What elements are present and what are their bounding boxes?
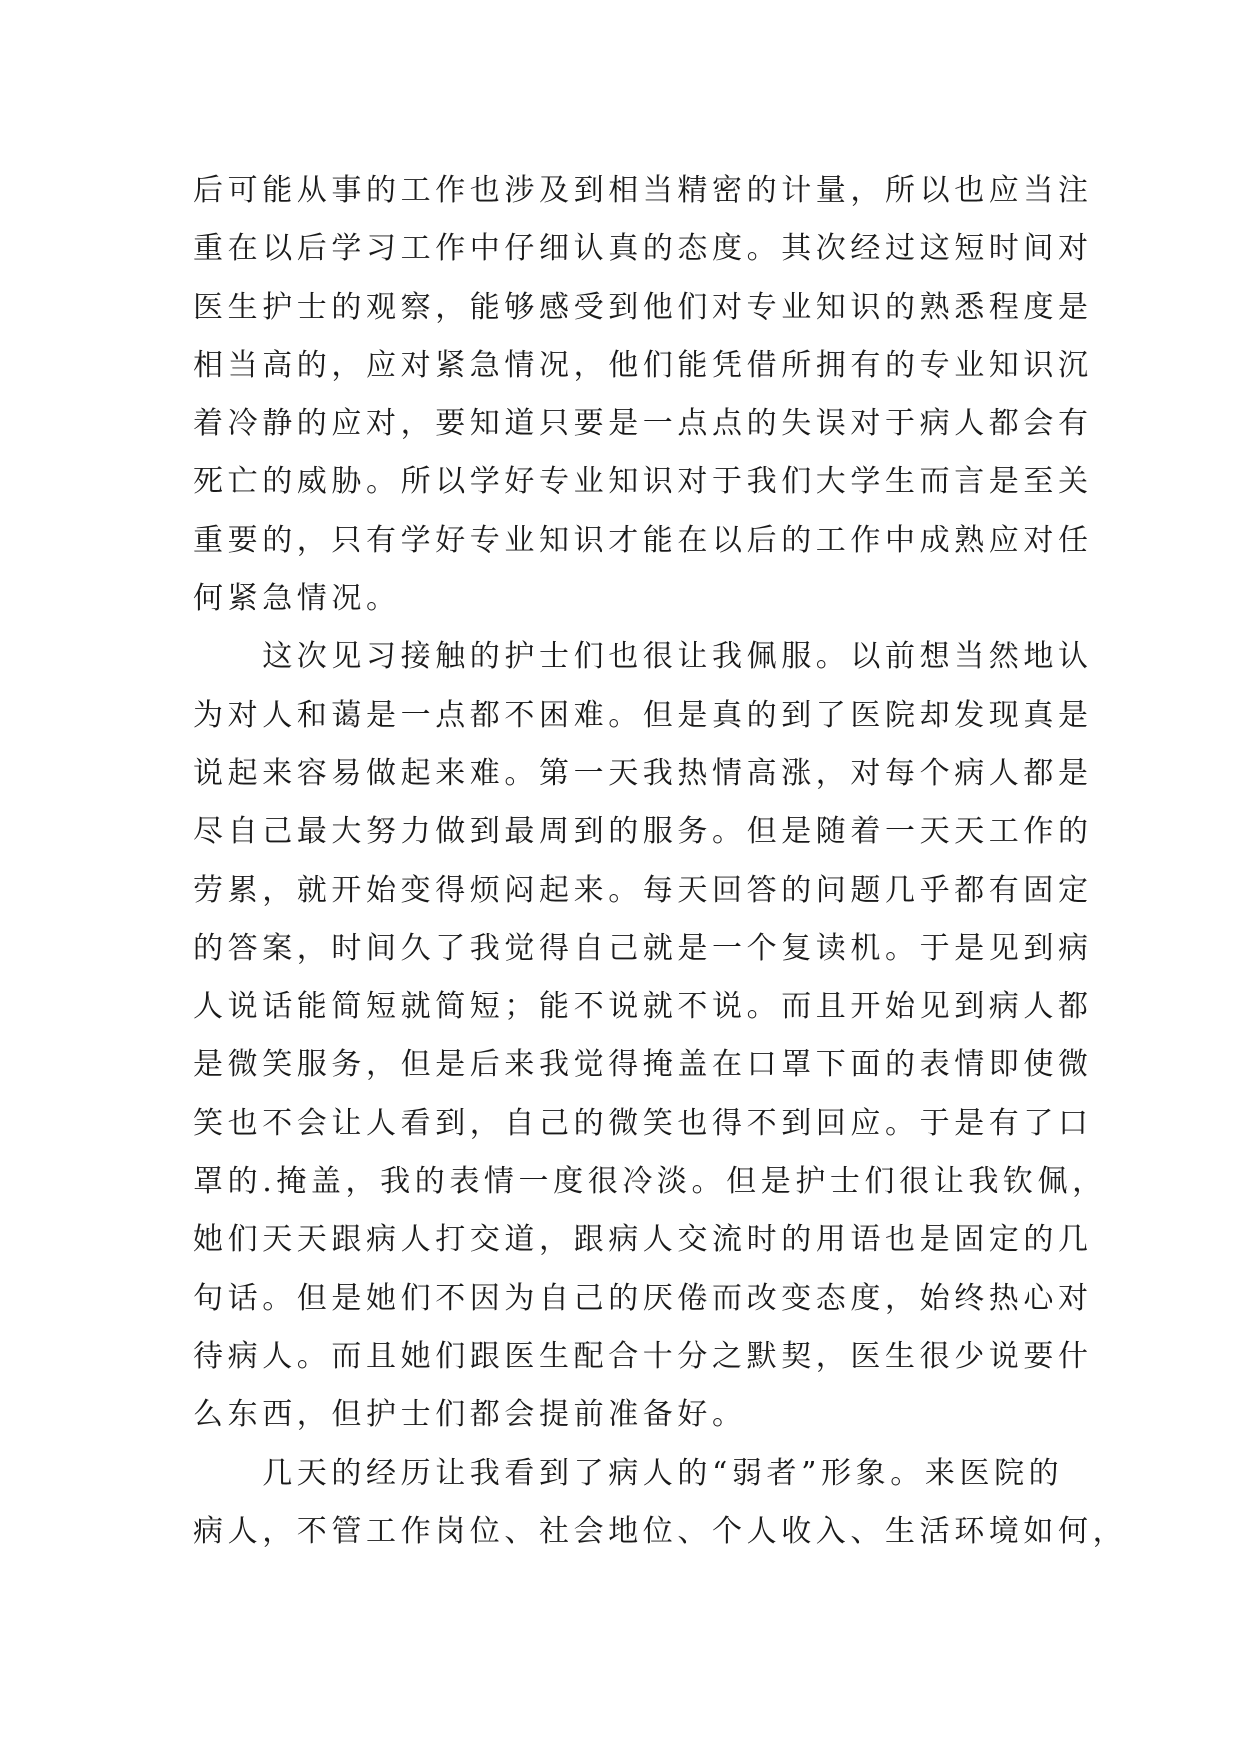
text-line: 的答案，时间久了我觉得自己就是一个复读机。于是见到病 xyxy=(193,930,1093,966)
text-line: 何紧急情况。 xyxy=(193,581,401,617)
text-line: 相当高的，应对紧急情况，他们能凭借所拥有的专业知识沉 xyxy=(193,347,1093,383)
text-line: 劳累，就开始变得烦闷起来。每天回答的问题几乎都有固定 xyxy=(193,872,1093,908)
text-line: 罩的.掩盖，我的表情一度很冷淡。但是护士们很让我钦佩， xyxy=(193,1164,1107,1200)
text-line: 这次见习接触的护士们也很让我佩服。以前想当然地认 xyxy=(193,639,1093,675)
text-line: 着冷静的应对，要知道只要是一点点的失误对于病人都会有 xyxy=(193,406,1093,442)
text-line: 重在以后学习工作中仔细认真的态度。其次经过这短时间对 xyxy=(193,231,1093,267)
text-line: 么东西，但护士们都会提前准备好。 xyxy=(193,1397,747,1433)
document-body xyxy=(193,162,1128,1561)
text-line: 句话。但是她们不因为自己的厌倦而改变态度，始终热心对 xyxy=(193,1280,1093,1316)
text-line: 笑也不会让人看到，自己的微笑也得不到回应。于是有了口 xyxy=(193,1105,1093,1141)
text-line: 几天的经历让我看到了病人的“弱者”形象。来医院的 xyxy=(193,1455,1064,1491)
text-line: 医生护士的观察，能够感受到他们对专业知识的熟悉程度是 xyxy=(193,289,1093,325)
text-line: 死亡的威胁。所以学好专业知识对于我们大学生而言是至关 xyxy=(193,464,1093,500)
text-line: 待病人。而且她们跟医生配合十分之默契，医生很少说要什 xyxy=(193,1338,1093,1374)
text-line: 后可能从事的工作也涉及到相当精密的计量，所以也应当注 xyxy=(193,173,1093,208)
text-line: 为对人和蔼是一点都不困难。但是真的到了医院却发现真是 xyxy=(193,697,1093,733)
text-line: 尽自己最大努力做到最周到的服务。但是随着一天天工作的 xyxy=(193,814,1093,850)
text-line: 人说话能简短就简短；能不说就不说。而且开始见到病人都 xyxy=(193,989,1093,1025)
text-line: 她们天天跟病人打交道，跟病人交流时的用语也是固定的几 xyxy=(193,1222,1093,1258)
text-line: 说起来容易做起来难。第一天我热情高涨，对每个病人都是 xyxy=(193,755,1093,791)
text-line: 是微笑服务，但是后来我觉得掩盖在口罩下面的表情即使微 xyxy=(193,1047,1093,1083)
text-line: 重要的，只有学好专业知识才能在以后的工作中成熟应对任 xyxy=(193,522,1093,558)
text-line: 病人，不管工作岗位、社会地位、个人收入、生活环境如何， xyxy=(193,1513,1128,1549)
